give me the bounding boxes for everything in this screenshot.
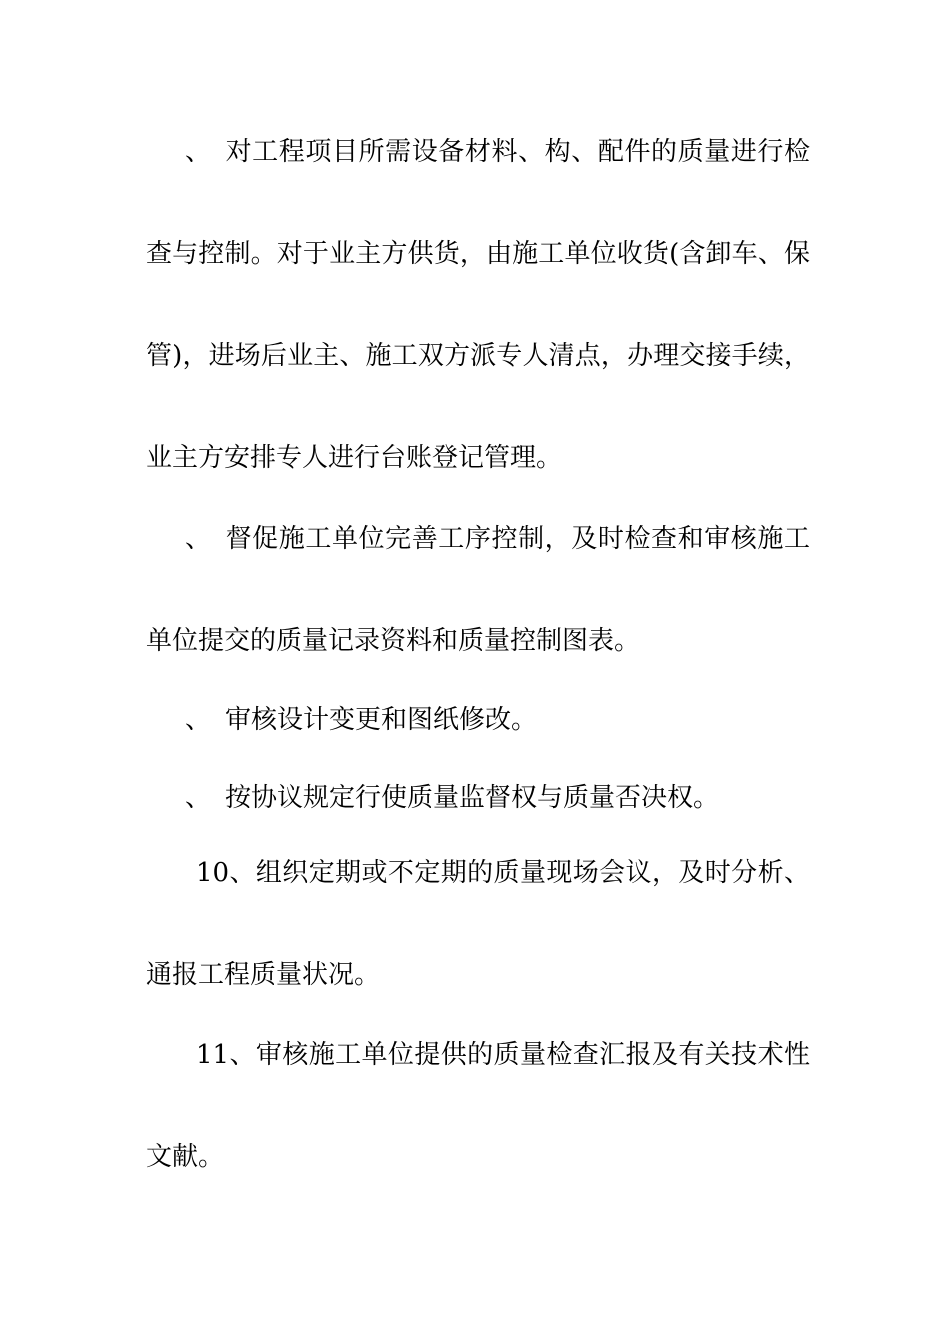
line-text: 文献。 bbox=[146, 1142, 225, 1172]
line-text: 业主方安排专人进行台账登记管理。 bbox=[146, 443, 563, 473]
list-marker: 、 bbox=[185, 705, 212, 735]
paragraph-line bbox=[146, 237, 810, 271]
paragraph-line bbox=[185, 522, 810, 556]
paragraph-line bbox=[146, 339, 810, 373]
paragraph-line bbox=[185, 781, 810, 815]
list-marker: 、 bbox=[185, 783, 212, 813]
paragraph-line bbox=[146, 624, 810, 658]
line-text: 对工程项目所需设备材料、构、配件的质量进行检 bbox=[225, 137, 810, 167]
paragraph-line bbox=[146, 1140, 810, 1174]
paragraph-line bbox=[185, 703, 810, 737]
list-marker: 、 bbox=[185, 137, 212, 167]
line-text: 管)，进场后业主、施工双方派专人清点，办理交接手续， bbox=[146, 341, 810, 371]
paragraph-line bbox=[196, 1038, 810, 1072]
line-text: 通报工程质量状况。 bbox=[146, 960, 381, 990]
line-text: 单位提交的质量记录资料和质量控制图表。 bbox=[146, 626, 641, 656]
line-text: 查与控制。对于业主方供货，由施工单位收货(含卸车、保 bbox=[146, 239, 810, 269]
list-marker: 、 bbox=[185, 524, 212, 554]
line-text: 督促施工单位完善工序控制，及时检查和审核施工 bbox=[225, 524, 810, 554]
paragraph-line bbox=[185, 135, 810, 169]
paragraph-line bbox=[146, 441, 810, 475]
line-text: 11、审核施工单位提供的质量检查汇报及有关技术性 bbox=[196, 1040, 810, 1070]
paragraph-line bbox=[146, 958, 810, 992]
line-text: 审核设计变更和图纸修改。 bbox=[225, 705, 538, 735]
paragraph-line bbox=[196, 856, 810, 890]
line-text: 按协议规定行使质量监督权与质量否决权。 bbox=[225, 783, 720, 813]
line-text: 10、组织定期或不定期的质量现场会议，及时分析、 bbox=[196, 858, 810, 888]
